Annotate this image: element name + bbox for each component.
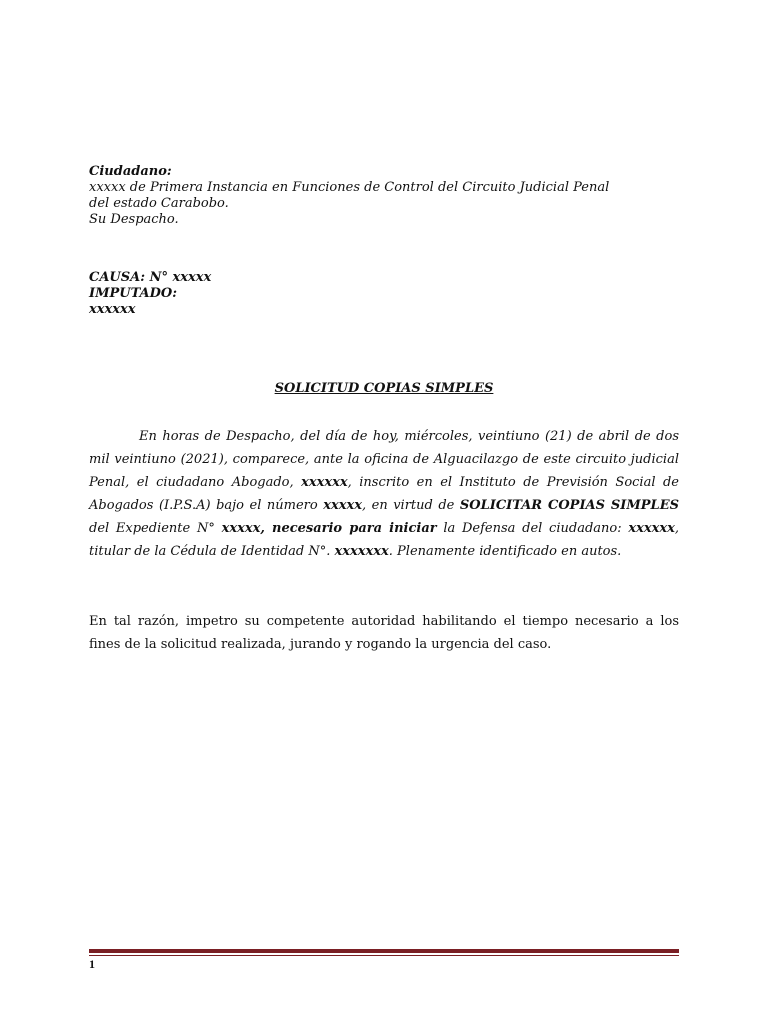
- para1-text-1: En horas de Despacho, del día de hoy, miércoles, veintiuno (21) de abril de dos mil veintiuno (2021), comparece, ante la oficina de Alguacilazgo de este circuito judicial Penal, el ciudadano Abogado,: [89, 429, 679, 490]
- addressee-block: [89, 164, 679, 228]
- page-number: 1: [89, 957, 95, 971]
- imputado-value: xxxxxx: [89, 302, 136, 317]
- footer-rule-thin: [89, 955, 679, 956]
- para1-text-7: . Plenamente identificado en autos.: [388, 544, 622, 559]
- para1-bold-3: SOLICITAR COPIAS SIMPLES: [459, 498, 679, 513]
- imputado-label: IMPUTADO:: [89, 286, 178, 301]
- para1-text-5: la Defensa del ciudadano:: [436, 521, 629, 536]
- footer-rule-thick: [89, 949, 679, 953]
- para1-text-6: , titular de la Cédula de Identidad N°.: [89, 521, 679, 559]
- para1-bold-1: xxxxxx: [301, 475, 348, 490]
- case-number: CAUSA: N° xxxxx: [89, 270, 212, 285]
- addressee-line-1: xxxxx de Primera Instancia en Funciones de Control del Circuito Judicial Penal: [89, 180, 610, 195]
- addressee-line-2: del estado Carabobo.: [89, 196, 229, 211]
- addressee-label: Ciudadano:: [89, 164, 172, 179]
- para1-bold-2: xxxxx: [323, 498, 362, 513]
- para1-text-2: , inscrito en el Instituto de Previsión Social de Abogados (I.P.S.A) bajo el número: [89, 475, 679, 513]
- document-title: SOLICITUD COPIAS SIMPLES: [274, 381, 494, 396]
- para1-bold-6: xxxxxxx: [334, 544, 389, 559]
- addressee-line-3: Su Despacho.: [89, 212, 179, 227]
- para1-bold-4: xxxxx, necesario para iniciar: [221, 521, 437, 536]
- body-paragraph-2: En tal razón, impetro su competente autoridad habilitando el tiempo necesario a los fines de la solicitud realizada, jurando y rogando la urgencia del caso.: [89, 614, 679, 652]
- case-block: [89, 270, 679, 318]
- para1-text-3: , en virtud de: [361, 498, 460, 513]
- body-paragraph-1: [89, 425, 679, 563]
- para1-text-4: del Expediente N°: [89, 521, 222, 536]
- footer-rule: [89, 949, 679, 956]
- para1-bold-5: xxxxxx: [628, 521, 675, 536]
